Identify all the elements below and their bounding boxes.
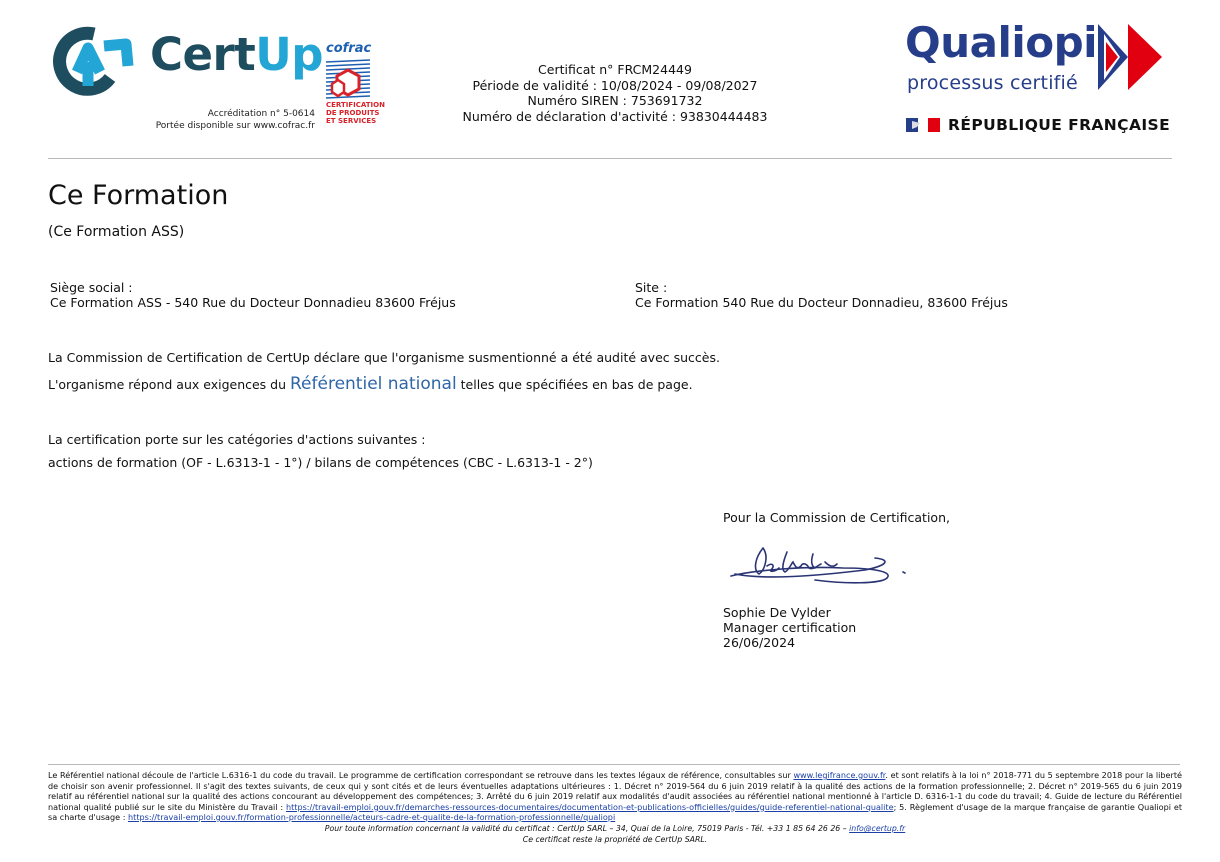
cofrac-subtitle: CERTIFICATION DE PRODUITS ET SERVICES	[326, 101, 385, 125]
marianne-flag-icon	[906, 118, 940, 132]
validity-period: Période de validité : 10/08/2024 - 09/08/2027	[472, 77, 758, 93]
site-label: Site :	[635, 280, 668, 295]
footer-contact: Pour toute information concernant la validité du certificat : CertUp SARL – 34, Quai de la Loire, 75019 Paris - Tél. +33 1 85 64 26 26 – info@certup.fr Ce certificat reste la propriété de CertUp SARL.	[48, 824, 1182, 845]
certificate-meta	[440, 62, 790, 124]
contact-email-link[interactable]: info@certup.fr	[849, 824, 906, 833]
accreditation-number: Accréditation n° 5-0614	[207, 109, 315, 119]
cofrac-scope-note: Portée disponible sur www.cofrac.fr	[155, 121, 315, 131]
ownership-note: Ce certificat reste la propriété de CertUp SARL.	[522, 834, 708, 844]
siren-number: Numéro SIREN : 753691732	[527, 93, 703, 108]
organization-name: Ce Formation	[48, 180, 229, 211]
siege-label: Siège social :	[50, 280, 133, 295]
legifrance-link[interactable]: www.legifrance.gouv.fr	[793, 770, 886, 780]
qualiopi-charte-link[interactable]: https://travail-emploi.gouv.fr/formation-professionnelle/acteurs-cadre-et-qualite-de-la-formation-professionnelle/qualiopi	[128, 812, 616, 822]
site-address: Ce Formation 540 Rue du Docteur Donnadieu, 83600 Fréjus	[635, 295, 1008, 310]
footer-divider	[48, 764, 1180, 765]
accreditation-info	[140, 108, 315, 132]
signatory-role: Manager certification	[723, 620, 857, 635]
signature-intro: Pour la Commission de Certification,	[723, 510, 950, 525]
qualiopi-brand: Qualiopi	[905, 18, 1098, 67]
referential-statement: L'organisme répond aux exigences du Référentiel national telles que spécifiées en bas de page.	[48, 374, 693, 394]
qualiopi-tagline: processus certifié	[907, 72, 1078, 94]
audit-statement: La Commission de Certification de CertUp déclare que l'organisme susmentionné a été audité avec succès.	[48, 350, 720, 365]
guide-referentiel-link[interactable]: https://travail-emploi.gouv.fr/demarches-ressources-documentaires/documentation-et-publications-officielles/guides/guide-referentiel-national-qualite	[285, 801, 894, 812]
referentiel-national-link[interactable]: Référentiel national	[290, 374, 457, 394]
siege-address: Ce Formation ASS - 540 Rue du Docteur Donnadieu 83600 Fréjus	[50, 295, 456, 310]
republique-francaise-mark	[906, 115, 1170, 135]
header-divider	[48, 158, 1172, 159]
handwritten-signature	[725, 540, 915, 590]
footer-legal-text: Le Référentiel national découle de l'article L.6316-1 du code du travail. Le programme de certification correspondant se retrouve dans les textes légaux de référence, consultables sur www.legifrance.gouv.fr. et sont relatifs à la loi n° 2018-771 du 5 septembre 2018 pour la liberté de choisir son avenir professionnel. Il s'agit des textes suivants, de ceux qui y sont cités et de leurs éventuelles adaptations ultérieures : 1. Décret n° 2019-564 du 6 juin 2019 relatif à la qualité des actions de la formation professionnelle; 2. Décret n° 2019-565 du 6 juin 2019 relatif au référentiel national sur la qualité des actions concourant au développement des compétences; 3. Arrêté du 6 juin 2019 relatif aux modalités d'audit associées au référentiel national mentionné à l'article D. 6316-1-1 du code du travail; 4. Guide de lecture du Référentiel national qualité publié sur le site du Ministère du Travail : https://travail-emploi.gouv.fr/demarches-ressources-documentaires/documentation-et-publications-officielles/guides/guide-referentiel-national-qualite; 5. Règlement d'usage de la marque française de garantie Qualiopi et sa charte d'usage : https://travail-emploi.gouv.fr/formation-professionnelle/acteurs-cadre-et-qualite-de-la-formation-professionnelle/qualiopi	[48, 770, 1183, 822]
scope-actions: actions de formation (OF - L.6313-1 - 1°) / bilans de compétences (CBC - L.6313-1 - 2°)	[48, 455, 593, 470]
activity-declaration-number: Numéro de déclaration d'activité : 93830444483	[462, 108, 768, 124]
organization-legal-name: (Ce Formation ASS)	[48, 224, 185, 240]
scope-intro: La certification porte sur les catégories d'actions suivantes :	[48, 432, 426, 447]
certup-brand: CertUp	[150, 28, 324, 81]
qualiopi-arrows-icon	[1098, 24, 1170, 94]
certificate-number: Certificat n° FRCM24449	[538, 62, 692, 77]
signatory-name: Sophie De Vylder	[723, 605, 831, 620]
republique-francaise-label: RÉPUBLIQUE FRANÇAISE	[948, 116, 1171, 134]
cofrac-brand: cofrac	[326, 41, 372, 56]
signature-date: 26/06/2024	[723, 635, 796, 650]
